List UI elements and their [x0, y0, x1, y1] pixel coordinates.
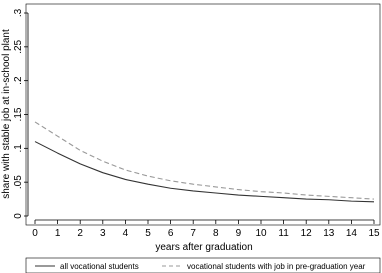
- x-tick-label: 7: [190, 228, 196, 239]
- y-tick-label: .2: [13, 76, 24, 85]
- y-axis-label: share with stable job at in-school plant: [1, 29, 12, 199]
- x-tick-label: 3: [100, 228, 106, 239]
- y-tick-label: .25: [13, 39, 24, 54]
- y-tick-label: .3: [13, 8, 24, 18]
- x-tick-label: 10: [255, 228, 267, 239]
- x-tick-label: 11: [278, 228, 289, 239]
- x-tick-label: 15: [368, 228, 380, 239]
- x-tick-label: 8: [213, 228, 219, 239]
- x-tick-label: 5: [145, 228, 151, 239]
- legend: [35, 262, 366, 271]
- legend-label: all vocational students: [60, 262, 139, 271]
- x-tick-label: 0: [32, 228, 38, 239]
- x-tick-label: 4: [122, 228, 129, 239]
- x-tick-label: 2: [77, 228, 83, 239]
- x-tick-label: 12: [300, 228, 312, 239]
- x-axis-label: years after graduation: [155, 242, 253, 253]
- y-tick-label: .15: [13, 107, 24, 122]
- y-tick-label: .05: [13, 175, 24, 190]
- x-tick-label: 14: [345, 228, 357, 239]
- x-tick-label: 6: [167, 228, 174, 239]
- legend-label: vocational students with job in pre-graduation year: [187, 262, 366, 271]
- y-tick-label: 0: [13, 213, 24, 219]
- x-tick-label: 13: [323, 228, 335, 239]
- y-tick-label: .1: [13, 144, 24, 153]
- x-tick-label: 9: [235, 228, 242, 239]
- x-tick-label: 1: [54, 228, 61, 239]
